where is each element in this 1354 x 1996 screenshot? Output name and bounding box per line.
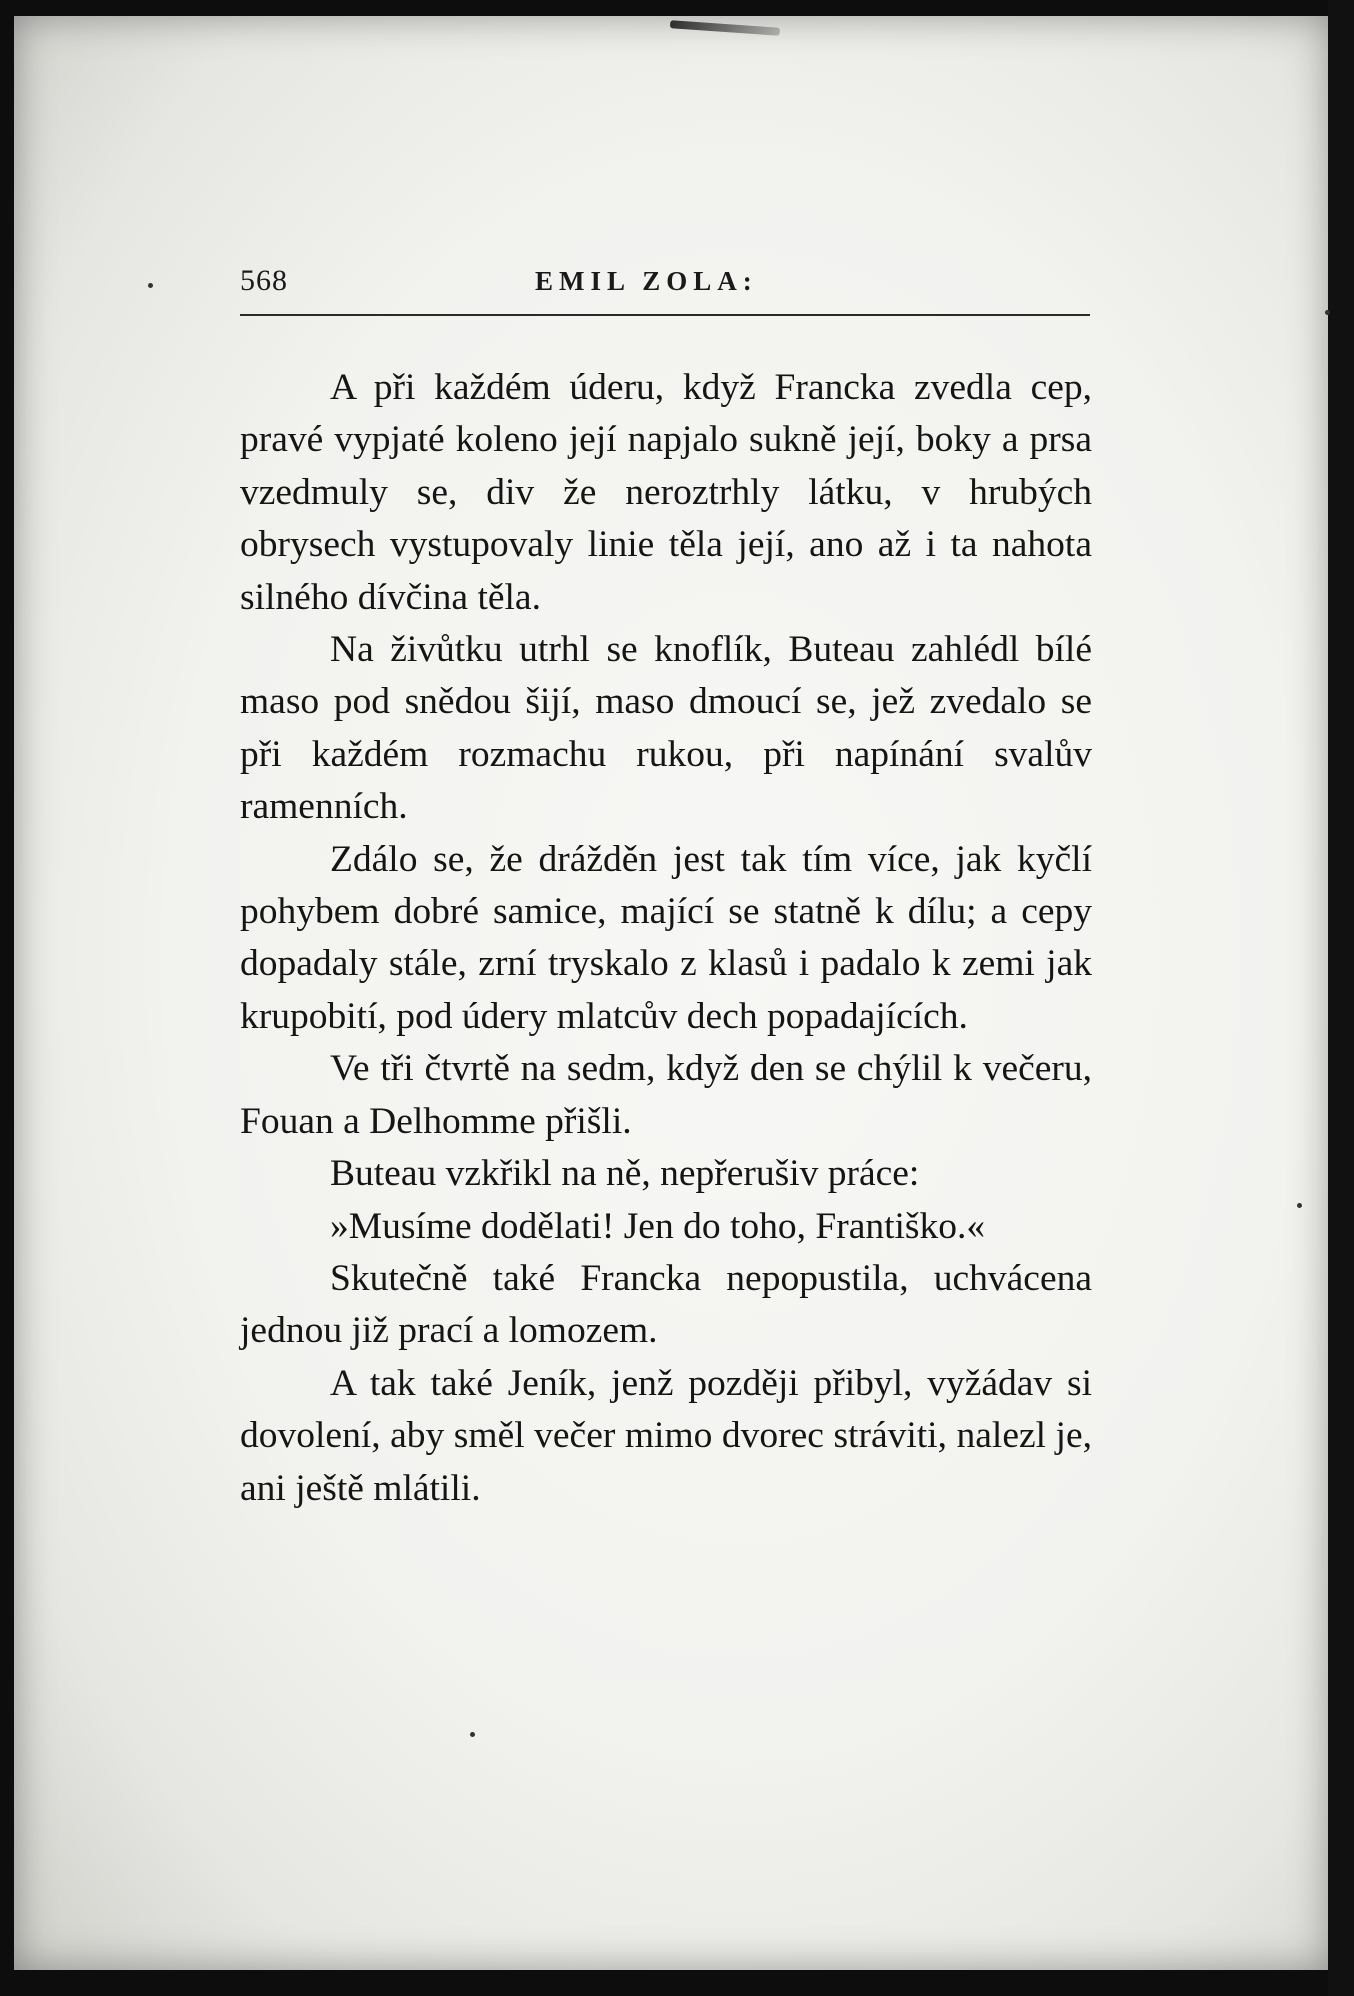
paragraph: Zdálo se, že drážděn jest tak tím více, jak kyčlí pohybem dobré samice, mající se statně k dílu; a cepy dopadaly stále, zrní tryskalo z klasů i padalo k zemi jak krupobití, pod údery mlatcův dech popadajících. <box>240 838 1092 1037</box>
paragraph: Skutečně také Francka nepopustila, uchvácena jednou již prací a lomozem. <box>240 1257 1092 1352</box>
ink-speck <box>470 1732 475 1737</box>
running-head: EMIL ZOLA: <box>535 266 758 296</box>
body-text <box>240 362 1092 1515</box>
ink-speck <box>1297 1203 1302 1208</box>
page-header <box>240 256 1090 306</box>
header-rule <box>240 314 1090 316</box>
paragraph: A tak také Jeník, jenž později přibyl, vyžádav si dovolení, aby směl večer mimo dvorec stráviti, nalezl je, ani ještě mlátili. <box>240 1362 1092 1509</box>
ink-speck <box>148 283 153 288</box>
page-number: 568 <box>240 264 288 297</box>
paragraph: Ve tři čtvrtě na sedm, když den se chýlil k večeru, Fouan a Delhomme přišli. <box>240 1048 1092 1142</box>
paragraph: Na živůtku utrhl se knoflík, Buteau zahlédl bílé maso pod snědou šijí, maso dmoucí se, jež zvedalo se při každém rozmachu rukou, při napínání svalův ramenních. <box>240 629 1092 828</box>
scan-edge <box>1328 0 1354 1996</box>
paragraph: »Musíme dodělati! Jen do toho, Františko.« <box>330 1205 986 1247</box>
paragraph: A při každém úderu, když Francka zvedla cep, pravé vypjaté koleno její napjalo sukně její, boky a prsa vzedmuly se, div že neroztrhly látku, v hrubých obrysech vystupovaly linie těla její, ano až i ta nahota silného dívčina těla. <box>240 367 1092 618</box>
paragraph: Buteau vzkřikl na ně, nepřerušiv práce: <box>330 1153 920 1195</box>
ink-speck <box>1325 310 1330 315</box>
